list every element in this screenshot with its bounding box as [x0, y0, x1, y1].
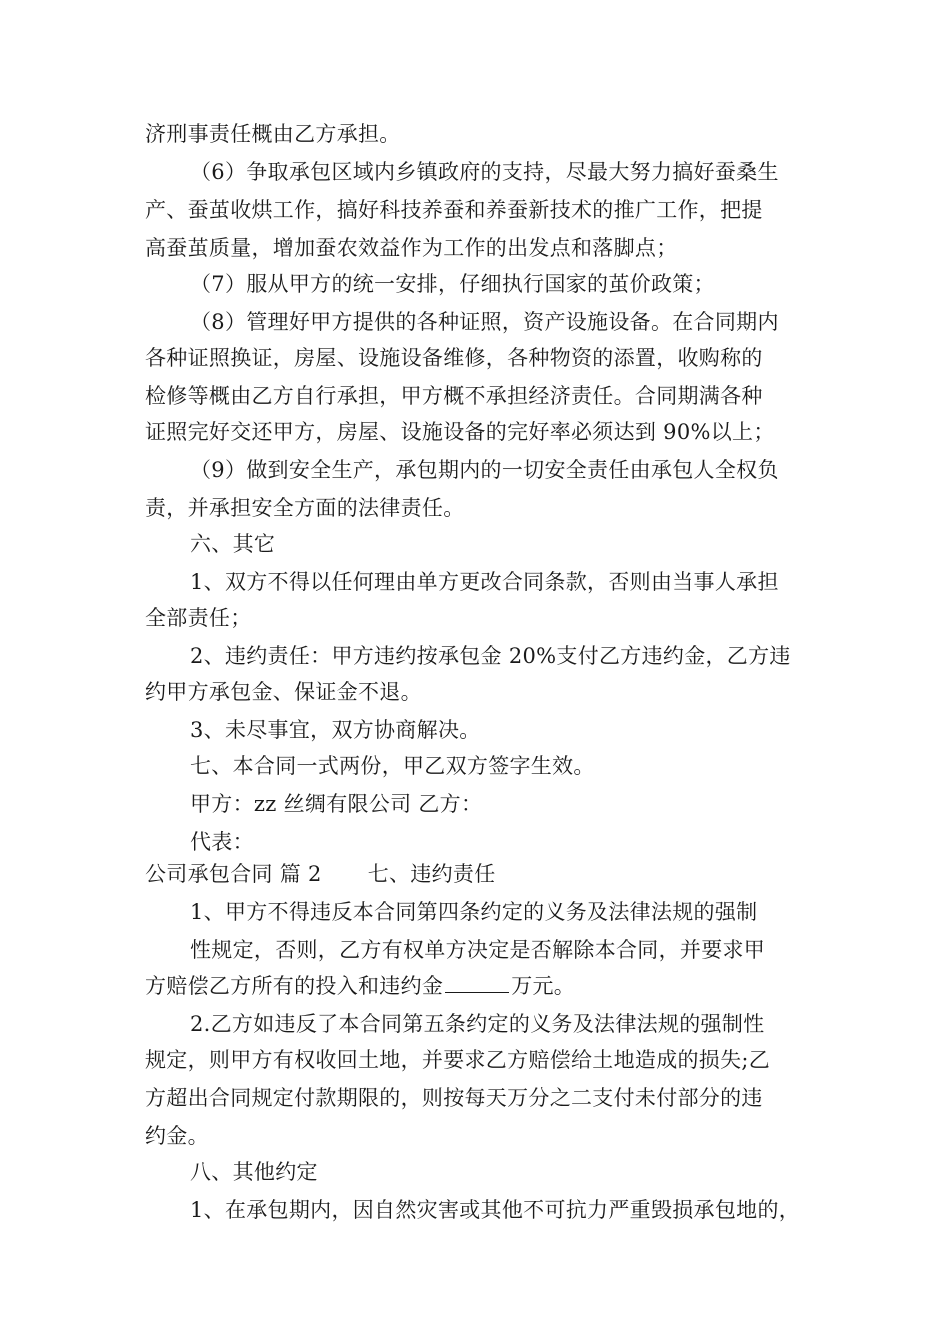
- text-line: 1、甲方不得违反本合同第四条约定的义务及法律法规的强制: [190, 900, 758, 924]
- contract-title: 公司承包合同 篇 2: [145, 862, 322, 886]
- text-line: 性规定，否则，乙方有权单方决定是否解除本合同，并要求甲: [190, 938, 766, 962]
- text-line: 证照完好交还甲方，房屋、设施设备的完好率必须达到 90%以上；: [145, 420, 775, 444]
- amount-blank: [445, 972, 509, 993]
- text-line: 检修等概由乙方自行承担，甲方概不承担经济责任。合同期满各种: [145, 384, 763, 408]
- text-line: 高蚕茧质量，增加蚕农效益作为工作的出发点和落脚点；: [145, 236, 678, 260]
- text-line: （8）管理好甲方提供的各种证照，资产设施设备。在合同期内: [190, 310, 779, 334]
- text-line: 责，并承担安全方面的法律责任。: [145, 496, 465, 520]
- text-line: 全部责任；: [145, 606, 252, 630]
- text-line: 2、违约责任：甲方违约按承包金 20%支付乙方违约金，乙方违: [190, 644, 791, 668]
- text-line: （7）服从甲方的统一安排，仔细执行国家的茧价政策；: [190, 272, 715, 296]
- representative-line: 代表：: [190, 830, 254, 854]
- text-line: 规定，则甲方有权收回土地，并要求乙方赔偿给土地造成的损失;乙: [145, 1048, 771, 1072]
- text-line: 方赔偿乙方所有的投入和违约金 万元。: [145, 974, 576, 998]
- contract-title-line: [145, 860, 496, 888]
- text-line: 方超出合同规定付款期限的，则按每天万分之二支付未付部分的违: [145, 1086, 763, 1110]
- section-heading: 七、违约责任: [367, 862, 496, 886]
- text-line: 约甲方承包金、保证金不退。: [145, 680, 422, 704]
- text-line: （9）做到安全生产，承包期内的一切安全责任由承包人全权负: [190, 458, 779, 482]
- section-heading: 七、本合同一式两份，甲乙双方签字生效。: [190, 754, 595, 778]
- section-heading: 六、其它: [190, 532, 276, 556]
- text-line: 3、未尽事宜，双方协商解决。: [190, 718, 481, 742]
- text-line: 约金。: [145, 1124, 209, 1148]
- text-line: 1、在承包期内，因自然灾害或其他不可抗力严重毁损承包地的，: [190, 1198, 801, 1222]
- text-line: 产、蚕茧收烘工作，搞好科技养蚕和养蚕新技术的推广工作，把提: [145, 198, 763, 222]
- text-line: 各种证照换证，房屋、设施设备维修，各种物资的添置，收购称的: [145, 346, 763, 370]
- text-line: （6）争取承包区域内乡镇政府的支持，尽最大努力搞好蚕桑生: [190, 160, 779, 184]
- text-line: 2.乙方如违反了本合同第五条约定的义务及法律法规的强制性: [190, 1012, 765, 1036]
- text-line: 济刑事责任概由乙方承担。: [145, 122, 401, 146]
- section-heading: 八、其他约定: [190, 1160, 318, 1184]
- text-line: 1、双方不得以任何理由单方更改合同条款，否则由当事人承担: [190, 570, 779, 594]
- signature-line: 甲方：zz 丝绸有限公司 乙方：: [190, 792, 483, 816]
